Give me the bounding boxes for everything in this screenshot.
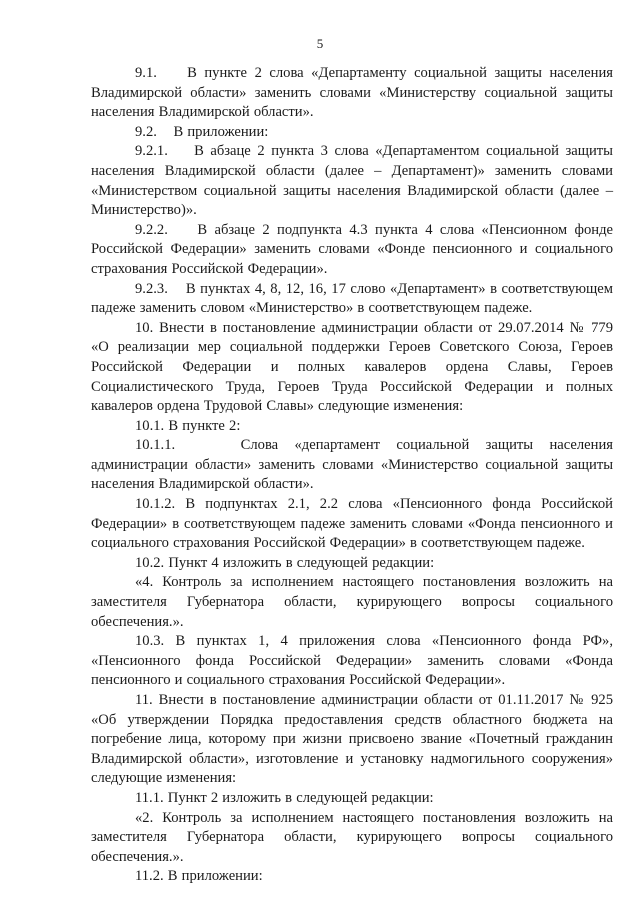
paragraph-9-1: 9.1. В пункте 2 слова «Департаменту социальной защиты населения Владимирской области» заменить словами «Министерству социальной защиты населения Владимирской области».: [91, 65, 613, 121]
page-number: 5: [316, 36, 324, 51]
document-body: [91, 64, 613, 887]
paragraph-10-3: 10.3. В пунктах 1, 4 приложения слова «Пенсионного фонда РФ», «Пенсионного фонда Российской Федерации» заменить словами «Фонда пенсионного и социального страхования Российской Федерации».: [91, 633, 613, 689]
paragraph-9-2-2: 9.2.2. В абзаце 2 подпункта 4.3 пункта 4 слова «Пенсионном фонде Российской Федерации» заменить словами «Фонде пенсионного и социального страхования Российской Федерации».: [91, 221, 613, 277]
paragraph-10: 10. Внести в постановление администрации области от 29.07.2014 № 779 «О реализации мер социальной поддержки Героев Советского Союза, Героев Российской Федерации и полных кавалеров ордена Славы, Героев Социалистического Труда, Героев Труда Российской Федерации и полных кавалеров ордена Трудовой Славы» следующие изменения:: [91, 319, 613, 415]
paragraph-11: 11. Внести в постановление администрации области от 01.11.2017 № 925 «Об утверждении Порядка предоставления средств областного бюджета на погребение лица, которому при жизни присвоено звание «Почетный гражданин Владимирской области», изготовление и установку надмогильного сооружения» следующие изменения:: [91, 692, 613, 787]
paragraph-10-2-quote: «4. Контроль за исполнением настоящего постановления возложить на заместителя Губернатора области, курирующего вопросы социального обеспечения.».: [91, 574, 613, 630]
paragraph-10-1-2: 10.1.2. В подпунктах 2.1, 2.2 слова «Пенсионного фонда Российской Федерации» в соответствующем падеже заменить словами «Фонда пенсионного и социального страхования Российской Федерации» в соответствующем падеже.: [91, 496, 613, 552]
paragraph-9-2-1: 9.2.1. В абзаце 2 пункта 3 слова «Департаментом социальной защиты населения Владимирской области (далее – Департамент)» заменить словами «Министерством социальной защиты населения Владимирской области (далее – Министерство)».: [91, 143, 613, 219]
paragraph-11-1-quote: «2. Контроль за исполнением настоящего постановления возложить на заместителя Губернатора области, курирующего вопросы социального обеспечения.».: [91, 809, 613, 865]
paragraph-11-2: 11.2. В приложении:: [135, 868, 263, 885]
paragraph-10-1-1: 10.1.1. Слова «департамент социальной защиты населения администрации области» заменить словами «Министерство социальной защиты населения Владимирской области».: [91, 437, 613, 493]
paragraph-9-2-3: 9.2.3. В пунктах 4, 8, 12, 16, 17 слово «Департамент» в соответствующем падеже заменить словом «Министерство» в соответствующем падеже.: [91, 280, 613, 317]
paragraph-11-1: 11.1. Пункт 2 изложить в следующей редакции:: [135, 789, 434, 806]
paragraph-10-2: 10.2. Пункт 4 изложить в следующей редакции:: [135, 554, 435, 571]
paragraph-9-2: 9.2. В приложении:: [135, 123, 269, 140]
paragraph-10-1: 10.1. В пункте 2:: [135, 417, 241, 434]
